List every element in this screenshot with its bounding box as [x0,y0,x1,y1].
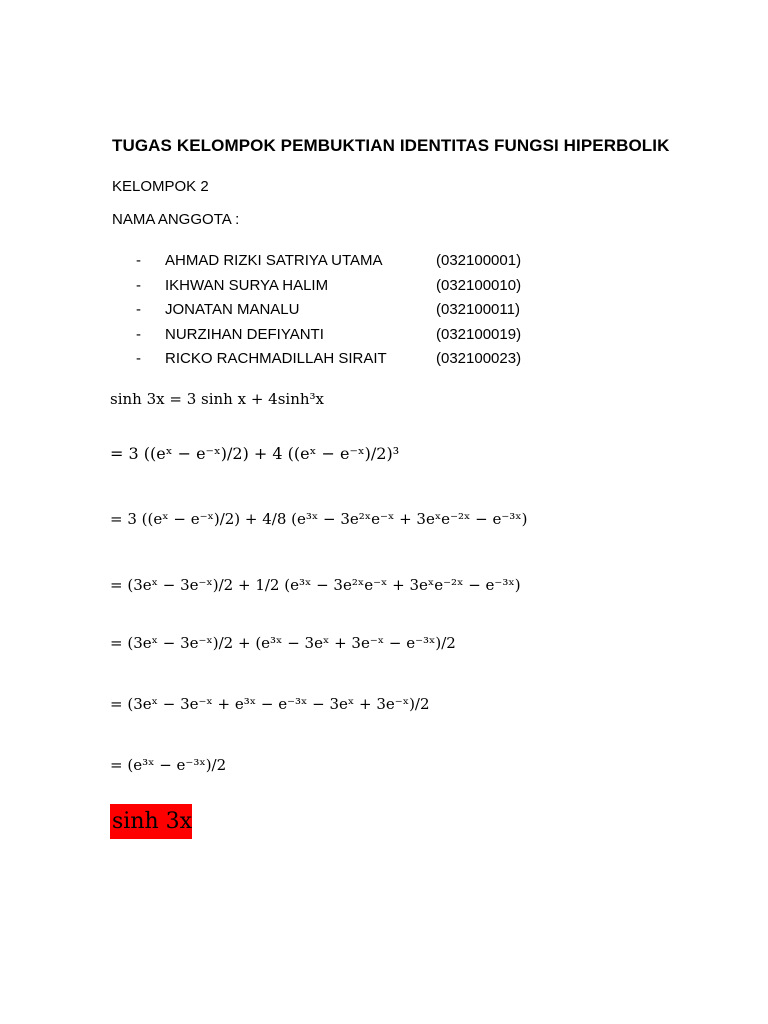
document-title: TUGAS KELOMPOK PEMBUKTIAN IDENTITAS FUNGSI HIPERBOLIK [112,136,670,155]
member-row [136,350,556,375]
equation-line-2: = 3 ((eˣ − e⁻ˣ)/2) + 4 ((eˣ − e⁻ˣ)/2)³ [110,444,400,463]
member-id: (032100023) [436,350,522,367]
member-name: RICKO RACHMADILLAH SIRAIT [165,350,387,367]
member-bullet: - [136,325,141,343]
equation-line-3: = 3 ((eˣ − e⁻ˣ)/2) + 4/8 (e³ˣ − 3e²ˣe⁻ˣ + 3eˣe⁻²ˣ − e⁻³ˣ) [110,510,528,528]
member-bullet: - [136,350,141,367]
equation-line-5: = (3eˣ − 3e⁻ˣ)/2 + (e³ˣ − 3eˣ + 3e⁻ˣ − e⁻³ˣ)/2 [110,634,456,652]
member-id: (032100011) [436,301,520,318]
member-name: IKHWAN SURYA HALIM [165,276,329,294]
member-row [136,277,556,302]
equation-line-6: = (3eˣ − 3e⁻ˣ + e³ˣ − e⁻³ˣ − 3eˣ + 3e⁻ˣ)/2 [110,695,430,713]
members-label: NAMA ANGGOTA : [112,211,240,228]
member-id: (032100019) [436,325,522,343]
highlighted-result: sinh 3x [110,804,192,839]
member-row [136,301,556,326]
member-id: (032100010) [436,276,522,294]
equation-line-1: sinh 3x = 3 sinh x + 4sinh³x [110,390,324,408]
member-row [136,326,556,351]
member-id: (032100001) [436,252,522,269]
member-name: AHMAD RIZKI SATRIYA UTAMA [165,252,383,269]
member-list [136,252,556,375]
member-bullet: - [136,301,141,318]
member-bullet: - [136,252,141,269]
group-label: KELOMPOK 2 [112,178,209,195]
member-row [136,252,556,277]
equation-line-7: = (e³ˣ − e⁻³ˣ)/2 [110,756,227,774]
member-name: NURZIHAN DEFIYANTI [165,325,324,343]
equation-line-4: = (3eˣ − 3e⁻ˣ)/2 + 1/2 (e³ˣ − 3e²ˣe⁻ˣ + 3eˣe⁻²ˣ − e⁻³ˣ) [110,576,521,594]
member-name: JONATAN MANALU [165,301,300,318]
member-bullet: - [136,276,141,294]
